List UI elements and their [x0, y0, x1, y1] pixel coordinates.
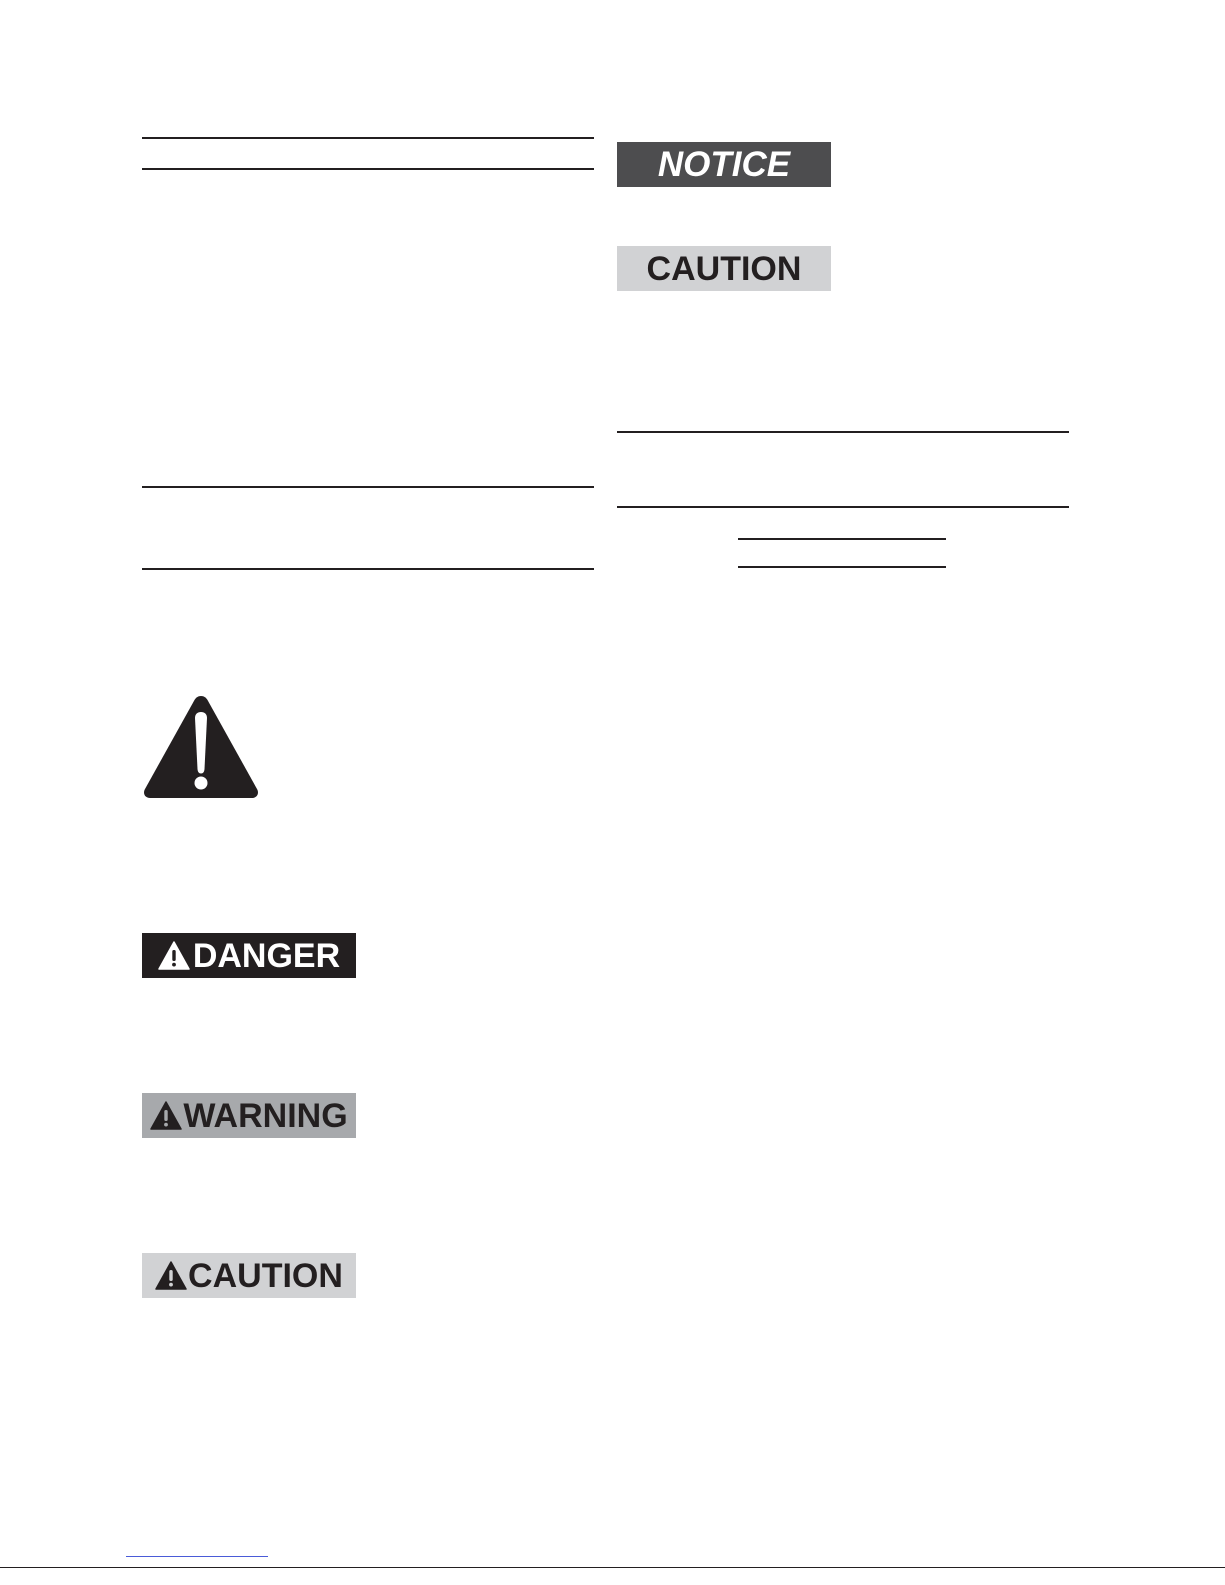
- subsection-rule-right-top: [738, 538, 946, 540]
- section-rule-left-1-top: [142, 137, 594, 139]
- section-rule-right-1-bottom: [617, 506, 1069, 508]
- section-rule-left-1-bottom: [142, 168, 594, 170]
- notice-signal-text: NOTICE: [657, 145, 791, 184]
- caution-signal-label: [142, 1253, 356, 1298]
- warning-signal-label: [142, 1093, 356, 1138]
- section-rule-left-2-top: [142, 486, 594, 488]
- section-rule-right-1-top: [617, 431, 1069, 433]
- notice-signal-label: [617, 142, 831, 187]
- section-rule-left-2-bottom: [142, 568, 594, 570]
- page-bottom-border: [0, 1567, 1225, 1568]
- caution-plain-signal-label: [617, 246, 831, 291]
- warning-signal-text: WARNING: [183, 1096, 348, 1135]
- caution-plain-signal-text: CAUTION: [646, 249, 802, 288]
- caution-signal-text: CAUTION: [188, 1256, 343, 1295]
- page-link-underline[interactable]: [126, 1556, 268, 1557]
- safety-alert-icon: [142, 694, 260, 800]
- exclamation-triangle-icon: [150, 1101, 182, 1130]
- exclamation-triangle-icon: [158, 941, 190, 970]
- exclamation-triangle-icon: [155, 1261, 187, 1290]
- subsection-rule-right-bottom: [738, 566, 946, 568]
- danger-signal-label: [142, 933, 356, 978]
- danger-signal-text: DANGER: [192, 936, 341, 975]
